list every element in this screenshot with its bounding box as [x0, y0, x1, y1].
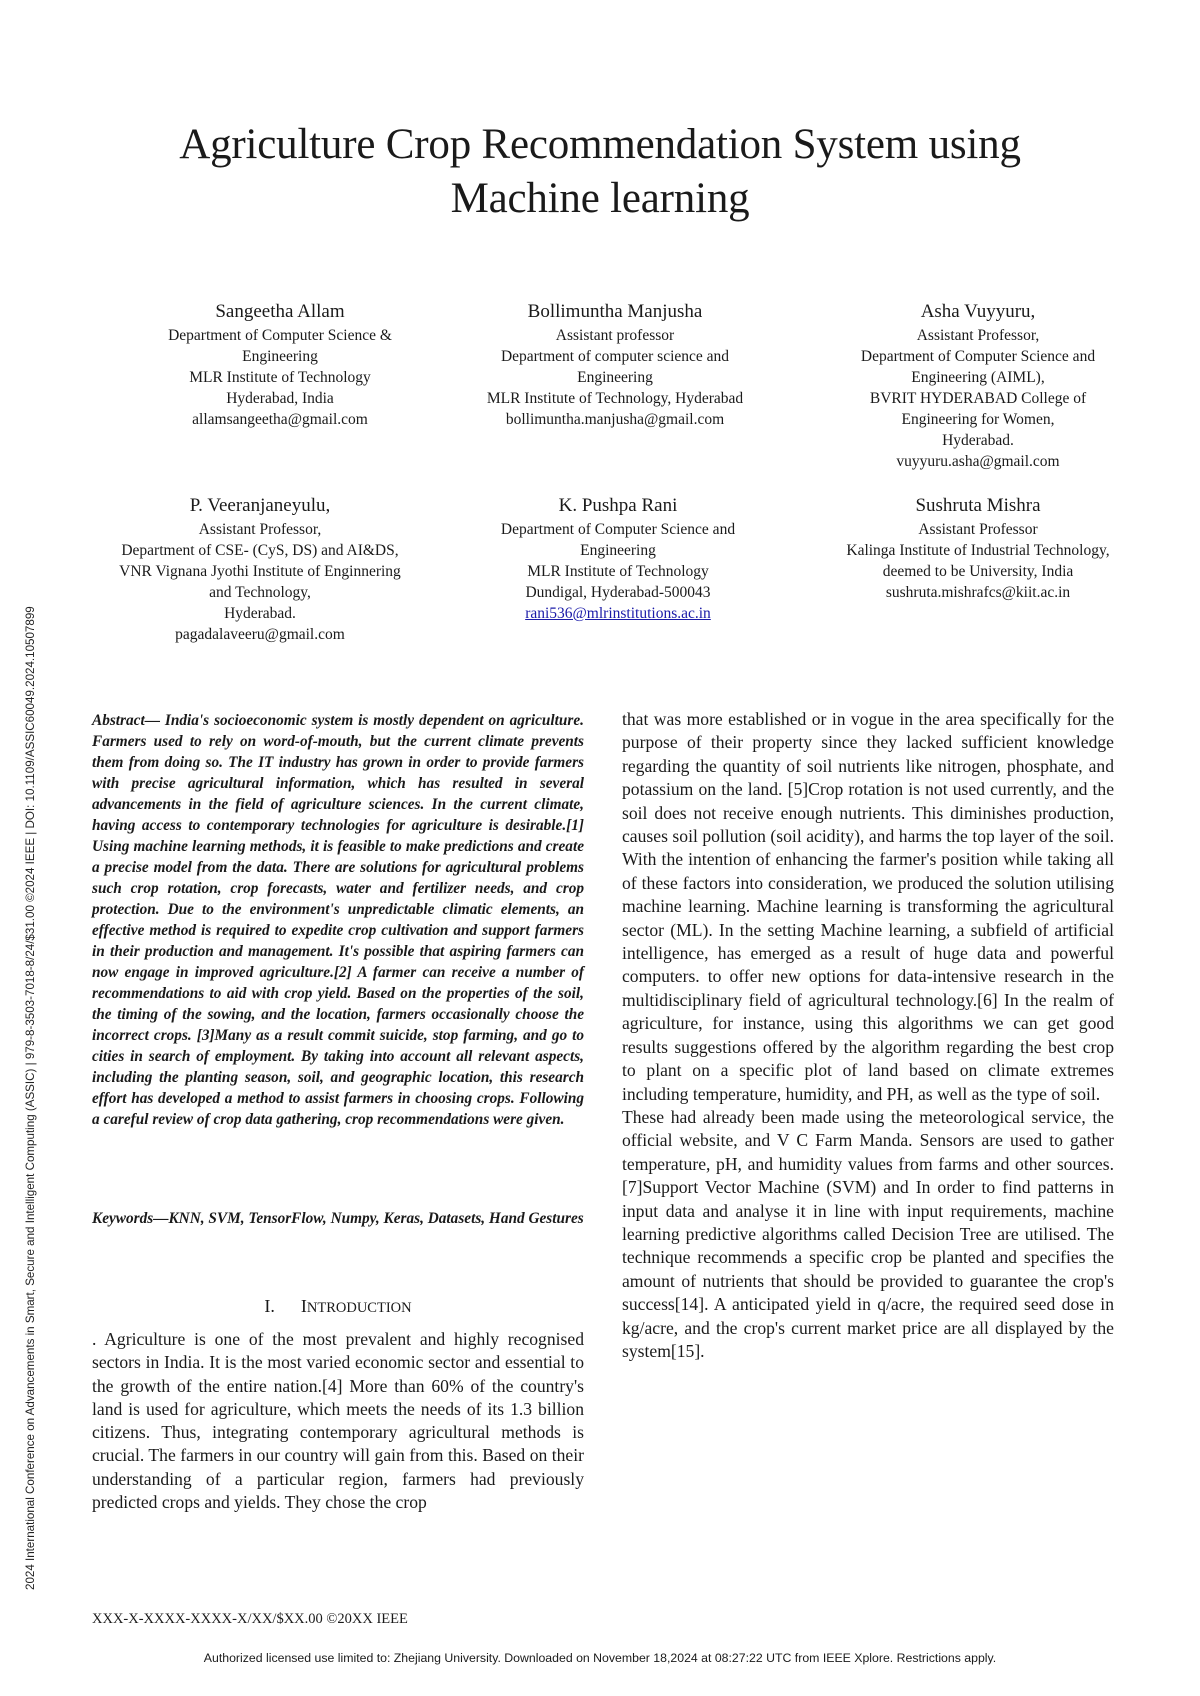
- side-doi-banner: 2024 International Conference on Advancements in Smart, Secure and Intelligent Computing (ASSIC) | 979-8-3503-7018-8/24/$31.00 ©2024 IEEE | DOI: 10.1109/ASSIC60049.2024.10507899: [24, 606, 37, 1590]
- body-paragraph-2: These had already been made using the meteorological service, the official website, and V C Farm Manda. Sensors are used to gather temperature, pH, and humidity values from farms and other sources. [7]Support Vector Machine (SVM) and In order to find patterns in input data and analyse it in line with input requirements, machine learning predictive algorithms called Decision Tree are utilised. The technique recommends a specific crop be planted and specifies the amount of nutrients that should be provided to guarantee the crop's success[14]. A anticipated yield in q/acre, the required seed dose in kg/acre, and the crop's current market price are all displayed by the system[15].: [622, 1106, 1114, 1361]
- author-block-2: [445, 300, 785, 430]
- right-column: [622, 708, 1114, 1363]
- author-affiliation: MLR Institute of Technology, Hyderabad: [486, 390, 744, 407]
- author-name: K. Pushpa Rani: [558, 495, 678, 516]
- paper-title-line-2: Machine learning: [450, 175, 750, 222]
- author-affiliation: Assistant Professor: [918, 521, 1038, 538]
- author-affiliation: Hyderabad.: [224, 605, 296, 622]
- author-affiliation: Engineering: [577, 369, 653, 386]
- author-name: Sushruta Mishra: [915, 495, 1041, 516]
- author-affiliation: Department of Computer Science and: [500, 521, 736, 538]
- author-affiliation: Assistant Professor,: [916, 327, 1040, 344]
- author-affiliation: Department of CSE- (CyS, DS) and AI&DS,: [121, 542, 399, 559]
- author-affiliation: Engineering for Women,: [901, 411, 1055, 428]
- keywords: Keywords—KNN, SVM, TensorFlow, Numpy, Keras, Datasets, Hand Gestures: [92, 1210, 584, 1227]
- author-block-6: [808, 494, 1148, 603]
- author-affiliation: Kalinga Institute of Industrial Technology,: [846, 542, 1110, 559]
- author-affiliation: VNR Vignana Jyothi Institute of Enginnering: [119, 563, 401, 580]
- section-number: I.: [264, 1296, 275, 1316]
- copyright-footer: XXX-X-XXXX-XXXX-X/XX/$XX.00 ©20XX IEEE: [92, 1611, 408, 1627]
- author-affiliation: Department of Computer Science and: [860, 348, 1096, 365]
- abstract: Abstract— India's socioeconomic system is mostly dependent on agriculture. Farmers used to rely on word-of-mouth, but the current climate prevents them from doing so. The IT industry has grown in order to provide farmers with precise agricultural information, which has resulted in several advancements in the field of agriculture sciences. In the current climate, having access to contemporary technologies for agriculture is desirable.[1] Using machine learning methods, it is feasible to make predictions and create a precise model from the data. There are solutions for agricultural problems such crop rotation, crop forecasts, water and fertilizer needs, and crop protection. Due to the environment's unpredictable climatic elements, an effective method is required to expedite crop cultivation and support farmers in their production and management. It's possible that aspiring farmers can now engage in improved agriculture.[2] A farmer can receive a number of recommendations to aid with crop yield. Based on the properties of the soil, the timing of the sowing, and the location, farmers occasionally choose the incorrect crops. [3]Many as a result commit suicide, stop farming, and go to cities in search of employment. By taking into account all relevant aspects, including the planting season, soil, and geographic location, this research effort has developed a method to assist farmers in choosing crops. Following a careful review of crop data gathering, crop recommendations were given.: [92, 712, 584, 1128]
- author-email: pagadalaveeru@gmail.com: [175, 626, 345, 643]
- author-affiliation: Hyderabad, India: [226, 390, 334, 407]
- paper-title: [100, 118, 1100, 226]
- download-notice: Authorized licensed use limited to: Zhejiang University. Downloaded on November 18,2024 at 08:27:22 UTC from IEEE Xplore. Restrictions apply.: [203, 1651, 997, 1665]
- section-title-rest: NTRODUCTION: [306, 1300, 412, 1316]
- author-name: Sangeetha Allam: [215, 301, 345, 322]
- author-affiliation: Department of Computer Science &: [168, 327, 392, 344]
- author-block-5: [448, 494, 788, 624]
- author-affiliation: Department of computer science and: [500, 348, 730, 365]
- intro-paragraph: . Agriculture is one of the most prevalent and highly recognised sectors in India. It is the most varied economic sector and essential to the growth of the entire nation.[4] More than 60% of the country's land is used for agriculture, which meets the needs of its 1.3 billion citizens. Thus, integrating contemporary agricultural methods is crucial. The farmers in our country will gain from this. Based on their understanding of a particular region, farmers had previously predicted crops and yields. They chose the crop: [92, 1329, 584, 1513]
- author-affiliation: BVRIT HYDERABAD College of: [869, 390, 1087, 407]
- author-email: allamsangeetha@gmail.com: [192, 411, 368, 428]
- author-affiliation: deemed to be University, India: [882, 563, 1074, 580]
- author-affiliation: Engineering: [580, 542, 656, 559]
- author-affiliation: Hyderabad.: [942, 432, 1014, 449]
- section-heading-introduction: [92, 1294, 584, 1320]
- author-name: Bollimuntha Manjusha: [527, 301, 703, 322]
- author-name: P. Veeranjaneyulu,: [189, 495, 331, 516]
- author-affiliation: MLR Institute of Technology: [189, 369, 371, 386]
- author-name: Asha Vuyyuru,: [920, 301, 1036, 322]
- author-email-link[interactable]: rani536@mlrinstitutions.ac.in: [525, 605, 711, 622]
- author-affiliation: Assistant Professor,: [198, 521, 322, 538]
- author-email: sushruta.mishrafcs@kiit.ac.in: [885, 584, 1071, 601]
- author-affiliation: and Technology,: [209, 584, 311, 601]
- author-email: bollimuntha.manjusha@gmail.com: [505, 411, 725, 428]
- author-affiliation: MLR Institute of Technology: [527, 563, 709, 580]
- body-paragraph-1: that was more established or in vogue in the area specifically for the purpose of their property since they lacked sufficient knowledge regarding the quantity of soil nutrients like nitrogen, phosphate, and potassium on the land. [5]Crop rotation is not used currently, and the soil does not receive enough nutrients. This diminishes production, causes soil pollution (soil acidity), and harms the top layer of the soil. With the intention of enhancing the farmer's position while taking all of these factors into consideration, we produced the solution utilising machine learning. Machine learning is transforming the agricultural sector (ML). In the setting Machine learning, a subfield of artificial intelligence, has emerged as a result of huge data and powerful computers. to offer new options for data-intensive research in the multidisciplinary field of agricultural technology.[6] In the realm of agriculture, for instance, using this algorithms we can get good results suggestions offered by the algorithm regarding the best crop to plant on a specific plot of land based on climate extremes including temperature, humidity, and PH, as well as the type of soil.: [622, 709, 1114, 1104]
- author-email: vuyyuru.asha@gmail.com: [896, 453, 1060, 470]
- author-block-3: [808, 300, 1148, 472]
- author-affiliation: Assistant professor: [555, 327, 675, 344]
- author-affiliation: Dundigal, Hyderabad-500043: [525, 584, 711, 601]
- author-block-1: [110, 300, 450, 430]
- author-block-4: [90, 494, 430, 645]
- section-title-initial: I: [300, 1296, 307, 1316]
- paper-title-line-1: Agriculture Crop Recommendation System using: [179, 121, 1021, 168]
- author-affiliation: Engineering (AIML),: [911, 369, 1045, 386]
- author-affiliation: Engineering: [242, 348, 318, 365]
